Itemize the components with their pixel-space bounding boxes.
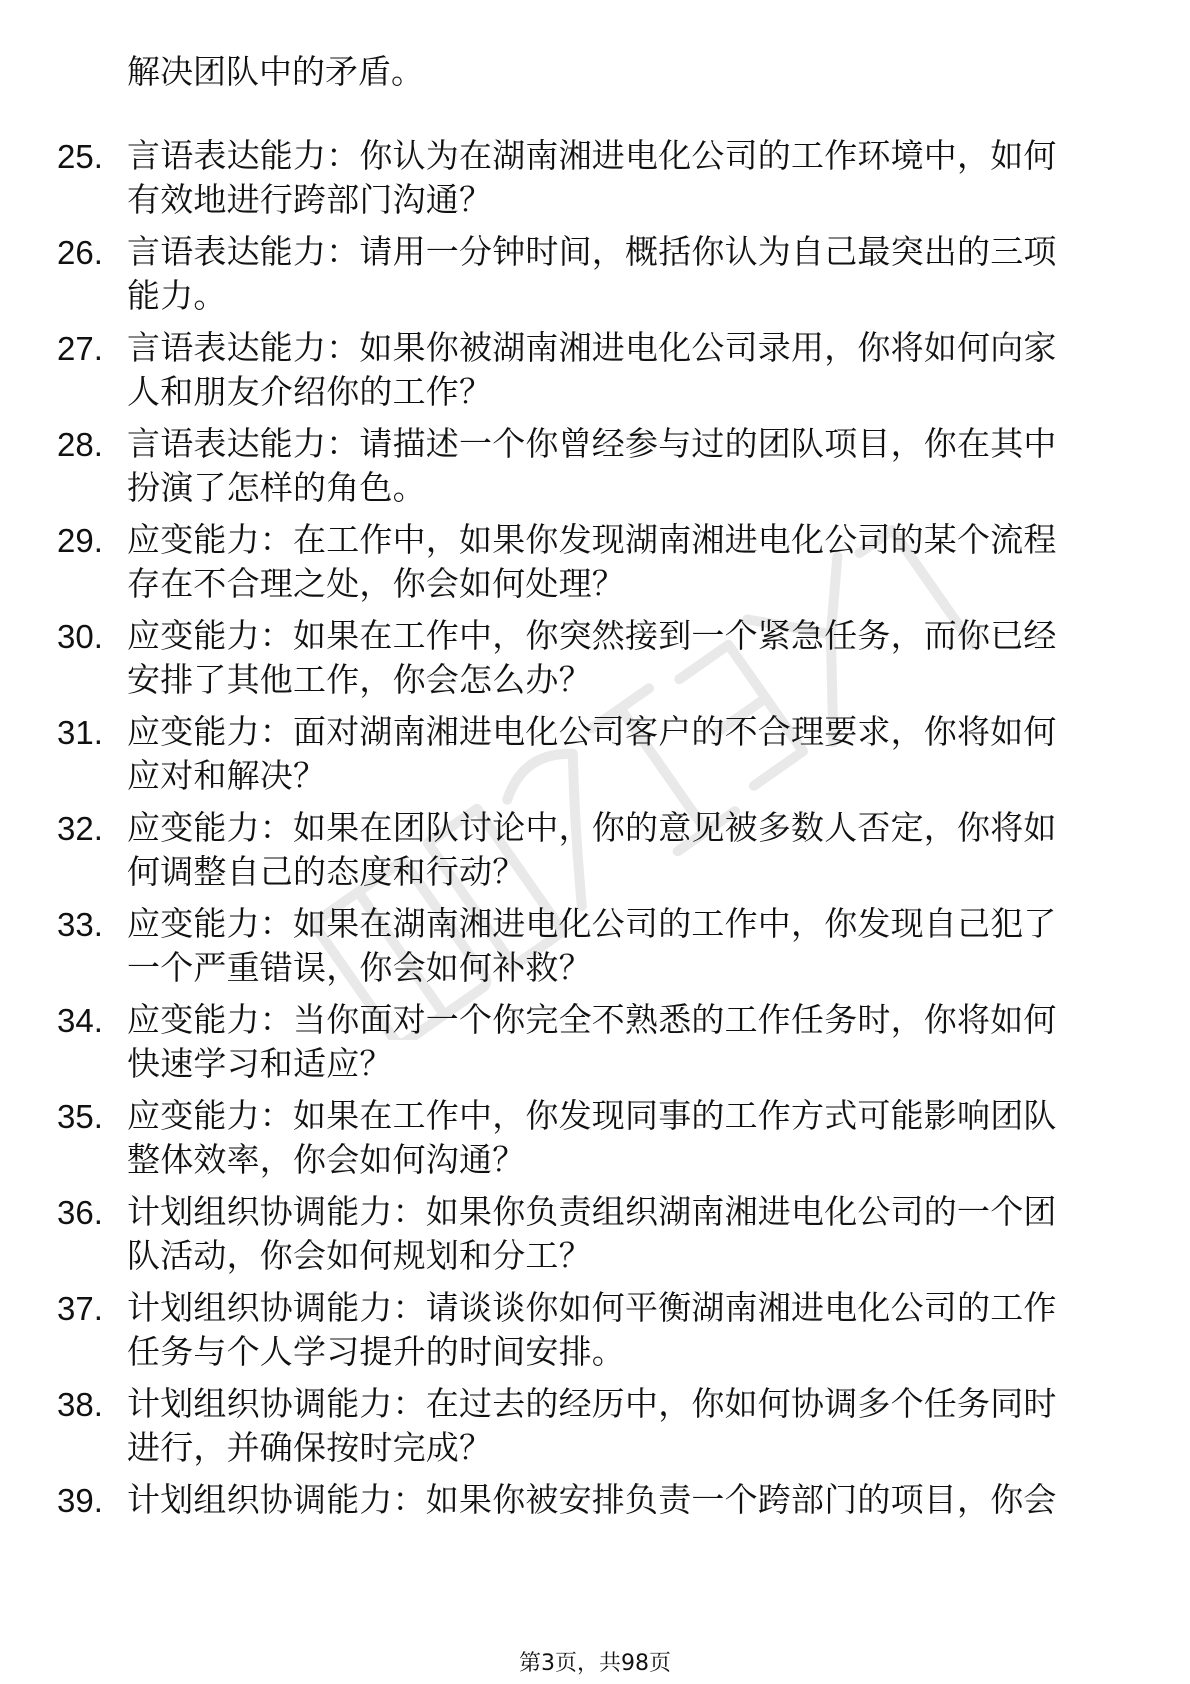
question-text [127,230,1117,318]
question-text [127,326,1117,414]
question-item [57,614,1117,702]
question-list [57,134,1117,1522]
question-text-line: 应变能力：如果在湖南湘进电化公司的工作中，你发现自己犯了 [127,904,1057,943]
question-number: 33. [57,906,103,943]
question-item [57,1190,1117,1278]
question-number: 31. [57,714,103,751]
question-text [127,998,1117,1086]
question-text-line: 计划组织协调能力：请谈谈你如何平衡湖南湘进电化公司的工作 [127,1288,1057,1327]
question-item [57,326,1117,414]
question-text [127,614,1117,702]
question-number: 35. [57,1098,103,1135]
question-number: 30. [57,618,103,655]
question-text-line: 应对和解决？ [127,756,327,795]
question-number: 27. [57,330,103,367]
continuation-line: 解决团队中的矛盾。 [127,52,424,91]
question-text-line: 整体效率，你会如何沟通？ [127,1140,526,1179]
question-text-line: 有效地进行跨部门沟通？ [127,180,493,219]
question-text-line: 人和朋友介绍你的工作？ [127,372,493,411]
question-item [57,902,1117,990]
question-item [57,422,1117,510]
question-text [127,1190,1117,1278]
question-text [127,1382,1117,1470]
question-text-line: 应变能力：面对湖南湘进电化公司客户的不合理要求，你将如何 [127,712,1057,751]
question-text-line: 一个严重错误，你会如何补救？ [127,948,592,987]
question-text [127,1094,1117,1182]
question-number: 28. [57,426,103,463]
question-text [127,1286,1117,1374]
question-text [127,902,1117,990]
question-text-line: 队活动，你会如何规划和分工？ [127,1236,592,1275]
question-text-line: 应变能力：在工作中，如果你发现湖南湘进电化公司的某个流程 [127,520,1057,559]
question-item [57,998,1117,1086]
question-text [127,1478,1117,1522]
question-number: 37. [57,1290,103,1327]
question-item [57,806,1117,894]
question-number: 36. [57,1194,103,1231]
question-text-line: 能力。 [127,276,227,315]
question-item [57,230,1117,318]
question-text [127,710,1117,798]
question-text-line: 计划组织协调能力：在过去的经历中，你如何协调多个任务同时 [127,1384,1057,1423]
question-item [57,134,1117,222]
question-text [127,422,1117,510]
question-text-line: 应变能力：如果在工作中，你突然接到一个紧急任务，而你已经 [127,616,1057,655]
question-item [57,1286,1117,1374]
question-text-line: 计划组织协调能力：如果你负责组织湖南湘进电化公司的一个团 [127,1192,1057,1231]
question-text-line: 何调整自己的态度和行动？ [127,852,526,891]
question-number: 38. [57,1386,103,1423]
question-item [57,518,1117,606]
question-item [57,1094,1117,1182]
question-text-line: 言语表达能力：如果你被湖南湘进电化公司录用，你将如何向家 [127,328,1057,367]
question-text [127,806,1117,894]
question-number: 39. [57,1482,103,1519]
question-text [127,518,1117,606]
question-number: 29. [57,522,103,559]
question-text-line: 进行，并确保按时完成？ [127,1428,493,1467]
question-text-line: 计划组织协调能力：如果你被安排负责一个跨部门的项目，你会 [127,1480,1057,1519]
question-item [57,1382,1117,1470]
question-text-line: 应变能力：如果在团队讨论中，你的意见被多数人否定，你将如 [127,808,1057,847]
question-text-line: 言语表达能力：你认为在湖南湘进电化公司的工作环境中，如何 [127,136,1057,175]
question-text [127,134,1117,222]
question-content [57,48,1117,1530]
question-number: 32. [57,810,103,847]
question-text-line: 存在不合理之处，你会如何处理？ [127,564,625,603]
question-number: 25. [57,138,103,175]
page-footer: 第3页，共98页 [519,1651,671,1676]
question-text-line: 任务与个人学习提升的时间安排。 [127,1332,625,1371]
question-text-line: 言语表达能力：请描述一个你曾经参与过的团队项目，你在其中 [127,424,1057,463]
question-text-line: 言语表达能力：请用一分钟时间，概括你认为自己最突出的三项 [127,232,1057,271]
question-text-line: 应变能力：当你面对一个你完全不熟悉的工作任务时，你将如何 [127,1000,1057,1039]
question-item [57,1478,1117,1522]
question-text-line: 快速学习和适应？ [127,1044,393,1083]
question-number: 34. [57,1002,103,1039]
question-text-line: 应变能力：如果在工作中，你发现同事的工作方式可能影响团队 [127,1096,1057,1135]
question-text-line: 安排了其他工作，你会怎么办？ [127,660,592,699]
question-number: 26. [57,234,103,271]
question-text-line: 扮演了怎样的角色。 [127,468,426,507]
question-item [57,710,1117,798]
